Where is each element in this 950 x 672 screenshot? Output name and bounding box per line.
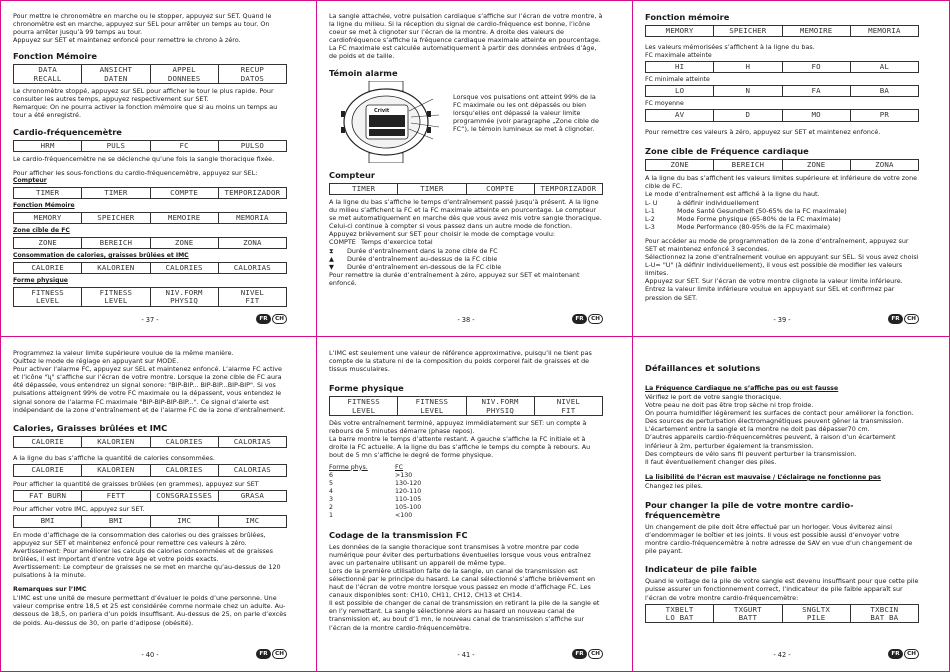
lcd-cell: CALORIE [31, 262, 64, 272]
p40-fat-lcd [13, 490, 287, 502]
p40-bmi-text: Pour afficher votre IMC, appuyez sur SET. [13, 505, 145, 514]
country-badges [571, 649, 603, 659]
lcd-cell: BMI [40, 516, 55, 526]
badge-ch: CH [588, 649, 603, 659]
p40-cal-title: Calories, Graisses brûlées et IMC [13, 422, 168, 433]
p38-compteur-title: Compteur [329, 169, 375, 180]
lcd-cell: FA [782, 86, 850, 96]
table-cell: 4 [329, 487, 334, 495]
lcd-cell: SNGLTX PILE [782, 605, 850, 623]
lcd-cell: NIV.FORM PHYSIQ [466, 397, 534, 415]
p39-level-row [645, 199, 919, 207]
p40-cal-lcd [13, 436, 287, 448]
p37-sous-text: Pour afficher les sous-fonctions du cardio-fréquencemètre, appuyez sur SEL: [13, 169, 258, 178]
table-cell: 110-105 [395, 495, 422, 503]
p41-forme-title: Forme physique [329, 383, 404, 394]
badge-fr: FR [256, 314, 271, 324]
country-badges [255, 314, 287, 324]
lcd-cell: TIMER [81, 188, 149, 198]
badge-ch: CH [588, 314, 603, 324]
p38-compteur-text: A la ligne du bas s’affiche le temps d’entraînement passé jusqu’à présent. A la ligne du milieu s’affichent la FC et la FC maximale atteinte en pourcentage. Le compteur se met automatiquement en marche dès que vous avez mis votre sangle thoracique. Celui-ci continue à compter si vous passez dans un autre mode de fonction. [329, 197, 602, 231]
p38-compte-row [329, 238, 603, 246]
page-37 [13, 12, 287, 332]
p42-q1-text: On pourra humidifier légèrement les surfaces de contact pour améliorer la fonction. [645, 409, 914, 418]
p40-intro-3: Pour activer l’alarme FC, appuyez sur SEL et maintenez enfoncé. L’alarme FC active et l’icône "ʯ" s’affiche sur l’écran de votre montre. Lorsque la zone cible de FC aura été dépassée, vous entendrez un signal sonore: "BIP-BIP... BIP-BIP...BIP-BIP". Si vos pulsations atteignent 99% de votre FC maximale ou la dépassent, vous entendez le signal sonore de l’alarme FC maximale "BIP-BIP-BIP-BIP...". Ce signal d’alerte est indépendant de la zone d’entraînement et de l’alarme FC de la zone d’entraînement. [13, 365, 286, 414]
level-value: Mode Santé Gesundheit (50-65% de la FC maximale) [677, 206, 847, 215]
lcd-cell: HI [674, 61, 685, 71]
table-cell: 130-120 [395, 479, 422, 487]
p42-q2-text: Changez les piles. [645, 481, 703, 490]
p38-temoin-text: Lorsque vos pulsations ont atteint 99% de la FC maximale ou les ont dépassés ou bien lorsqu’elles ont dépassé la valeur limite programmée (voir paragraphe „Zone cible de FC“), le témoin lumineux se met à clignoter. [453, 92, 599, 133]
lcd-cell: FITNESS LEVEL [397, 397, 465, 415]
lcd-cell: COMPTE [466, 184, 534, 194]
sym-text: Durée d’entraînement dans la zone cible de FC [347, 246, 498, 255]
p39-zone-text-3: Appuyez sur SET. Sur l’écran de votre montre clignote la valeur limite inférieure. Entrez la valeur limite inférieure voulue en appuyant sur SEL et confirmez par pression de SET. [645, 277, 903, 302]
p41-footer [329, 649, 603, 661]
lcd-cell: FETT [81, 491, 149, 501]
p42-q1-text: Vérifiez le port de votre sangle thoracique. [645, 393, 782, 401]
lcd-cell: ZONE [38, 237, 57, 247]
watch-brand: Crivit [374, 107, 390, 114]
lcd-cell: FAT BURN [29, 490, 67, 500]
table-cell: 120-110 [395, 487, 422, 495]
level-key: L-2 [645, 214, 655, 223]
lcd-cell: TXGURT BATT [713, 605, 781, 623]
lcd-cell: ZONE [150, 238, 218, 248]
p38-sym-row [329, 263, 603, 271]
lcd-cell: KALORIEN [81, 437, 149, 447]
p42-q1-text: Des compteurs de vélo sans fil peuvent perturber la transmission. [645, 449, 857, 458]
p37-memoire-text-1: Le chronomètre stoppé, appuyez sur SEL pour afficher le tour le plus rapide. Pour consulter les autres temps, appuyez respectivement sur SET. [13, 87, 274, 104]
p37-zone-label: Zone cible de FC [13, 227, 70, 235]
p42-pile-text: Un changement de pile doit être effectué par un horloger. Vous éviterez ainsi d’endommager le boîtier et les joints. Il vous est possible aussi d’envoyer votre montre cardio-fréquencemètre à notre adresse de SAV en vue d’un changement de pile payant. [645, 522, 913, 556]
lcd-cell: FITNESS LEVEL [31, 287, 64, 306]
p40-body-text-2: Avertissement: Pour améliorer les calculs de calories consommées et de graisses brûlées, il est important d’entre votre âge et votre poids exacts. [13, 546, 273, 563]
lcd-cell: PULS [81, 141, 149, 151]
p42-footer [645, 649, 919, 661]
page-40 [13, 349, 287, 667]
lcd-cell: CALORIES [150, 437, 218, 447]
lcd-cell: TEMPORIZADOR [218, 188, 286, 198]
table-cell: 105-100 [395, 503, 422, 511]
p39-fcmax-lcd [645, 61, 919, 73]
lcd-cell: MEMORY [665, 26, 694, 35]
badge-fr: FR [888, 314, 903, 324]
p42-q1-text: L’écartement entre la sangle et la montre ne doit pas dépasser70 cm. [645, 425, 870, 434]
badge-ch: CH [904, 314, 919, 324]
p40-footer [13, 649, 287, 661]
table-cell: 3 [329, 495, 334, 503]
p38-temoin-title: Témoin alarme [329, 67, 398, 78]
p42-def-title: Défaillances et solutions [645, 363, 761, 373]
lcd-cell: NIVEL FIT [218, 288, 286, 306]
badge-fr: FR [572, 649, 587, 659]
table-cell: 2 [329, 503, 334, 511]
lcd-cell: MEMORIA [218, 213, 286, 223]
p38-compteur-lcd [329, 183, 603, 195]
table-row [329, 472, 421, 480]
page-number: - 42 - [773, 651, 791, 659]
page-42 [645, 349, 919, 667]
p42-pile-title: Pour changer la pile de votre montre cardio-fréquencemètre [645, 499, 854, 520]
p37-footer [13, 314, 287, 326]
lcd-cell: IMC [150, 516, 218, 526]
p37-cardio-text: Le cardio-fréquencemètre ne se déclenche qu’une fois la sangle thoracique fixée. [13, 154, 275, 163]
p39-memo-text: Les valeurs mémorisées s’affichent à la ligne du bas. [645, 43, 815, 52]
lcd-cell: D [713, 110, 781, 120]
badge-fr: FR [888, 649, 903, 659]
p37-conso-label: Consommation de calories, graisses brûlées et IMC [13, 252, 189, 260]
level-value: Mode Forme physique (65-80% de la FC maximale) [677, 214, 841, 223]
table-cell: 5 [329, 479, 334, 487]
p37-cardio-lcd [13, 140, 287, 152]
p37-zone-lcd [13, 237, 287, 249]
lcd-cell: APPEL DONNEES [150, 65, 218, 83]
lcd-cell: CALORIE [31, 465, 64, 475]
page-number: - 37 - [141, 316, 159, 324]
p39-level-row [645, 223, 919, 231]
p37-memoire-text-2: Remarque: On ne pourra activer la fonction mémoire que si au moins un temps au tour a été enregistré. [13, 103, 278, 120]
page-38 [329, 12, 603, 332]
badge-ch: CH [904, 649, 919, 659]
p39-zone-lcd [645, 159, 919, 171]
lcd-cell: FO [782, 62, 850, 72]
lcd-cell: CALORIE [31, 436, 64, 446]
lcd-cell: HRM [40, 140, 55, 150]
lcd-cell: MEMOIRE [782, 26, 850, 36]
compte-value: Temps d’exercice total [361, 238, 433, 247]
lcd-cell: MO [782, 110, 850, 120]
lcd-cell: CALORIES [150, 465, 218, 475]
p41-codage-text-2: Lors de la première utilisation faite de la sangle, un canal de transmission est sélectionné par le principe du hasard. Le canal sélectionné s’affiche brièvement en haut de l’écran de votre montre lorsque vous passez en mode d’affichage FC. Les canaux disponibles sont: CH10, CH11, CH12, CH13 et CH14. [329, 566, 596, 600]
p37-memoire-title: Fonction Mémoire [13, 51, 97, 62]
table-cell: >130 [395, 471, 413, 479]
lcd-cell: RECUP DATOS [218, 65, 286, 83]
table-row [329, 480, 421, 488]
p39-footer [645, 314, 919, 326]
lcd-cell: TXBELT LO BAT [665, 604, 694, 622]
p42-q1-text: Des sources de perturbation électromagnétiques peuvent gêner la transmission. [645, 417, 904, 426]
level-value: à définir individuellement [677, 198, 759, 207]
lcd-cell: ANSICHT DATEN [81, 65, 149, 83]
country-badges [571, 314, 603, 324]
p40-imc-text: L’IMC est une unité de mesure permettant d’évaluer le poids d’une personne. Une valeur comprise entre 18,5 et 25 est considérée comme normale chez un adulte. Au-dessous de 18,5, on parlera d’un poids insuffisant. Au-dessus de 25, on parle d’excès de poids. Au-dessus de 30, on parle d’adipose (obésité). [13, 594, 287, 627]
p41-codage-text-3: Il est possible de changer de canal de transmission en retirant la pile de la sangle et en l’y remettant. La sangle sélectionne alors au hasard un nouveau canal de transmission et, au bout d’1 mn, le nouveau canal de transmission s’affiche sur l’écran de la montre cardio-fréquencemètre. [329, 599, 600, 632]
lcd-cell: NIVEL FIT [534, 397, 602, 415]
p38-sym-row [329, 255, 603, 263]
p37-intro-2: Appuyez sur SET et maintenez enfoncé pour remettre le chrono à zéro. [13, 36, 241, 45]
p37-forme-lcd [13, 287, 287, 307]
lcd-cell: COMPTE [150, 188, 218, 198]
table-cell: 1 [329, 511, 334, 519]
page-39 [645, 12, 919, 332]
badge-ch: CH [272, 649, 287, 659]
p40-cal-lcd2 [13, 464, 287, 476]
frame-line-top [0, 0, 950, 1]
lcd-cell: KALORIEN [81, 465, 149, 475]
lcd-cell: ZONA [850, 160, 918, 170]
lcd-cell: TIMER [36, 187, 60, 197]
p37-compteur-lcd [13, 187, 287, 199]
p39-level-row [645, 207, 919, 215]
page-41 [329, 349, 603, 667]
page-number: - 40 - [141, 651, 159, 659]
p37-compteur-label: Compteur [13, 177, 47, 185]
p42-q2: La lisibilité de l’écran est mauvaise / L’éclairage ne fonctionne pas [645, 473, 881, 481]
p39-level-row [645, 215, 919, 223]
p39-memoire-title: Fonction mémoire [645, 12, 730, 22]
table-row [329, 496, 421, 504]
p41-intro: L’IMC est seulement une valeur de référence approximative, puisqu’il ne tient pas compte de la stature ni de la composition du poids corporel fait de graisses et de tissus musculaires. [329, 349, 592, 374]
lcd-cell: DATA RECALL [33, 65, 62, 83]
p39-zone-text-1: Pour accéder au mode de programmation de la zone d’entraînement, appuyez sur SET et maintenez enfoncé 3 secondes. [645, 236, 909, 253]
p40-bmi-lcd [13, 515, 287, 527]
p39-zone-text-2: Sélectionnez la zone d’entraînement voulue en appuyant sur SEL. Si vous avez choisi L-U= "U" (à définir individuellement), il vous est possible de modifier les valeurs limites. [645, 253, 919, 278]
lcd-cell: CONSGRAISSES [150, 491, 218, 501]
table-row [329, 488, 421, 496]
lcd-cell: CALORIAS [218, 263, 286, 273]
p37-intro-1: Pour mettre le chronomètre en marche ou le stopper, appuyez sur SET. Quand le chronomètre est en marche, appuyez sur SEL pour arrêter un temps au tour. On pourra arrêter jusqu’à 99 temps au tour. [13, 12, 272, 37]
arrow-down-icon: ▼ [329, 262, 334, 271]
p37-memoire-label: Fonction Mémoire [13, 202, 75, 210]
table-header [329, 464, 421, 472]
lcd-cell: NIV.FORM PHYSIQ [150, 288, 218, 306]
table-head-cell: FC [395, 463, 404, 471]
p38-mode-text: Appuyez brièvement sur SET pour choisir le mode de comptage voulu: [329, 230, 556, 239]
p37-conso-lcd [13, 262, 287, 274]
lcd-cell: N [713, 86, 781, 96]
lcd-cell: SPEICHER [81, 213, 149, 223]
lcd-cell: GRASA [218, 491, 286, 501]
lcd-cell: AV [674, 110, 685, 120]
country-badges [255, 649, 287, 659]
page-number: - 41 - [457, 651, 475, 659]
lcd-cell: TIMER [352, 183, 376, 193]
lcd-cell: IMC [218, 516, 286, 526]
p42-ind-title: Indicateur de pile faible [645, 564, 757, 575]
p42-ind-lcd [645, 604, 919, 624]
lcd-cell: CALORIAS [218, 465, 286, 475]
p41-forme-text-1: Dès votre entraînement terminé, appuyez immédiatement sur SET: un compte à rebours de 5 minutes démarre (phase repos). [329, 419, 587, 436]
p42-q1-text: Votre peau ne doit pas être trop sèche ni trop froide. [645, 401, 814, 410]
p40-intro-2: Quittez le mode de réglage en appuyant sur MODE. [13, 357, 179, 366]
p42-q1: La Fréquence Cardiaque ne s’affiche pas ou est fausse [645, 385, 839, 392]
lcd-cell: ZONE [670, 159, 689, 169]
p39-fcmin-label: FC minimale atteinte [645, 75, 710, 83]
lcd-cell: H [713, 62, 781, 72]
lcd-cell: BEREICH [713, 160, 781, 170]
p39-zone-title: Zone cible de Fréquence cardiaque [645, 145, 809, 156]
lcd-cell: PULSO [218, 141, 286, 151]
p42-ind-text: Quand le voltage de la pile de votre sangle est devenu insuffisant pour que cette pile puisse assurer un fonctionnement correct, l’indicateur de pile faible apparaît sur l’écran de votre montre cardio-fréquencemètre: [645, 577, 919, 602]
lcd-cell: FITNESS LEVEL [347, 397, 380, 415]
badge-fr: FR [256, 649, 271, 659]
page-number: - 38 - [457, 316, 475, 324]
p39-fcmin-lcd [645, 85, 919, 97]
lcd-cell: FC [150, 141, 218, 151]
table-row [329, 504, 421, 512]
lcd-cell: BEREICH [81, 238, 149, 248]
frame-line-middle [0, 336, 950, 337]
lcd-cell: ZONA [218, 238, 286, 248]
p40-cal-text: A la ligne du bas s’affiche la quantité de calories consommées. [13, 454, 215, 463]
sym-text: Durée d’entraînement en-dessous de la FC cible [347, 262, 502, 271]
p40-imc-title: Remarques sur l’IMC [13, 586, 87, 594]
lcd-cell: MEMORIA [850, 26, 918, 36]
lcd-cell: BMI [81, 516, 149, 526]
level-key: L-1 [645, 206, 655, 215]
level-value: Mode Performance (80-95% de la FC maximale) [677, 222, 831, 231]
table-row [329, 512, 421, 520]
p39-memoire-lcd [645, 25, 919, 37]
arrow-up-icon: ▲ [329, 254, 334, 263]
lcd-cell: TEMPORIZADOR [534, 184, 602, 194]
page-number: - 39 - [773, 316, 791, 324]
country-badges [887, 649, 919, 659]
p38-watch-block [329, 81, 603, 163]
table-cell: <100 [395, 511, 413, 519]
level-key: L-3 [645, 222, 655, 231]
badge-ch: CH [272, 314, 287, 324]
lcd-cell: KALORIEN [81, 263, 149, 273]
p39-fcmoy-lcd [645, 109, 919, 121]
lcd-cell: SPEICHER [713, 26, 781, 36]
p38-intro: La sangle attachée, votre pulsation cardiaque s’affiche sur l’écran de votre montre, à la ligne du milieu. Si la réception du signal de cardio-fréquence est bonne, l’icône coeur se met à clignoter sur l’écran de la montre. A droite des valeurs de cardiofréquence s’affiche la fréquence cardiaque maximale atteinte en pourcentage. La FC maximale est calculée automatiquement à partir des données entrées d’âge, de poids et de taille. [329, 12, 603, 61]
p37-cardio-title: Cardio-fréquencemètre [13, 126, 122, 137]
lcd-cell: CALORIES [150, 263, 218, 273]
p42-q1-text: D’autres appareils cardio-fréquencemètres peuvent, à raison d’un écartement inférieur à 2m, perturber également la transmission. [645, 433, 896, 450]
p39-fcmax-label: FC maximale atteinte [645, 51, 712, 59]
lcd-cell: PR [850, 110, 918, 120]
p41-forme-text-2: La barre montre le temps d’attente restant. A gauche s’affiche la FC initiale et à droite la FC actuelle. A la ligne du bas s’affiche le temps du compte à rebours. Au bout de 5 mn s’affiche le degré de forme physique. [329, 435, 591, 460]
table-cell: 6 [329, 471, 334, 479]
p39-zone-intro: A la ligne du bas s’affichent les valeurs limites supérieure et inférieure de votre zone cible de FC. [645, 174, 918, 191]
p39-fcmoy-label: FC moyenne [645, 100, 684, 108]
p38-reset-text: Pour remettre la durée d’entraînement à zéro, appuyez sur SET et maintenant enfoncé. [329, 270, 580, 287]
p37-forme-label: Forme physique [13, 277, 68, 285]
p39-zone-mode: Le mode d’entraînement est affiché à la ligne du haut. [645, 190, 820, 199]
p37-memoire-lcd [13, 64, 287, 84]
country-badges [887, 314, 919, 324]
p41-forme-table [329, 464, 421, 520]
p40-body-text-3: Avertissement: Le compteur de graisses ne se met en marche qu’au-dessus de 120 pulsations à la minute. [13, 563, 281, 580]
p37-memoire-lcd2 [13, 212, 287, 224]
p40-intro-1: Programmez la valeur limite supérieure voulue de la même manière. [13, 349, 234, 357]
p41-forme-lcd [329, 396, 603, 416]
badge-fr: FR [572, 314, 587, 324]
compte-key: COMPTE [329, 238, 356, 247]
p40-body-text-1: En mode d’affichage de la consommation des calories ou des graisses brûlées, appuyez sur SET et maintenez enfoncé pour remettre ces valeurs à zéro. [13, 530, 266, 547]
lcd-cell: MEMORY [33, 212, 62, 222]
p41-codage-text-1: Les données de la sangle thoracique sont transmises à votre montre par code numérique pour éviter des perturbations éventuelles lorsque vous vous entraînez avec un partenaire utilisant un appareil de même type. [329, 542, 591, 567]
lcd-cell: FITNESS LEVEL [81, 288, 149, 306]
lcd-cell: ZONE [782, 160, 850, 170]
p38-footer [329, 314, 603, 326]
lcd-cell: TIMER [397, 184, 465, 194]
p38-sym-row [329, 247, 603, 255]
lcd-cell: AL [850, 62, 918, 72]
watch-illustration [329, 81, 447, 163]
lcd-cell: MEMOIRE [150, 213, 218, 223]
sym-text: Durée d’entraînement au-dessus de la FC cible [347, 254, 498, 263]
level-key: L- U [645, 198, 658, 207]
p42-q1-text: Il faut éventuellement changer des piles. [645, 457, 777, 466]
p41-codage-title: Codage de la transmission FC [329, 529, 468, 540]
table-head-cell: Forme phys. [329, 463, 368, 471]
p39-reset-text: Pour remettre ces valeurs à zéro, appuyez sur SET et maintenez enfoncé. [645, 127, 881, 136]
watch-icon [329, 81, 447, 163]
lcd-cell: LO [674, 85, 685, 95]
hourglass-icon: ⧗ [329, 246, 334, 255]
lcd-cell: BA [850, 86, 918, 96]
p40-fat-text: Pour afficher la quantité de graisses brûlées (en grammes), appuyez sur SET [13, 479, 259, 488]
lcd-cell: CALORIAS [218, 437, 286, 447]
lcd-cell: TXBCIN BAT BA [850, 605, 918, 623]
